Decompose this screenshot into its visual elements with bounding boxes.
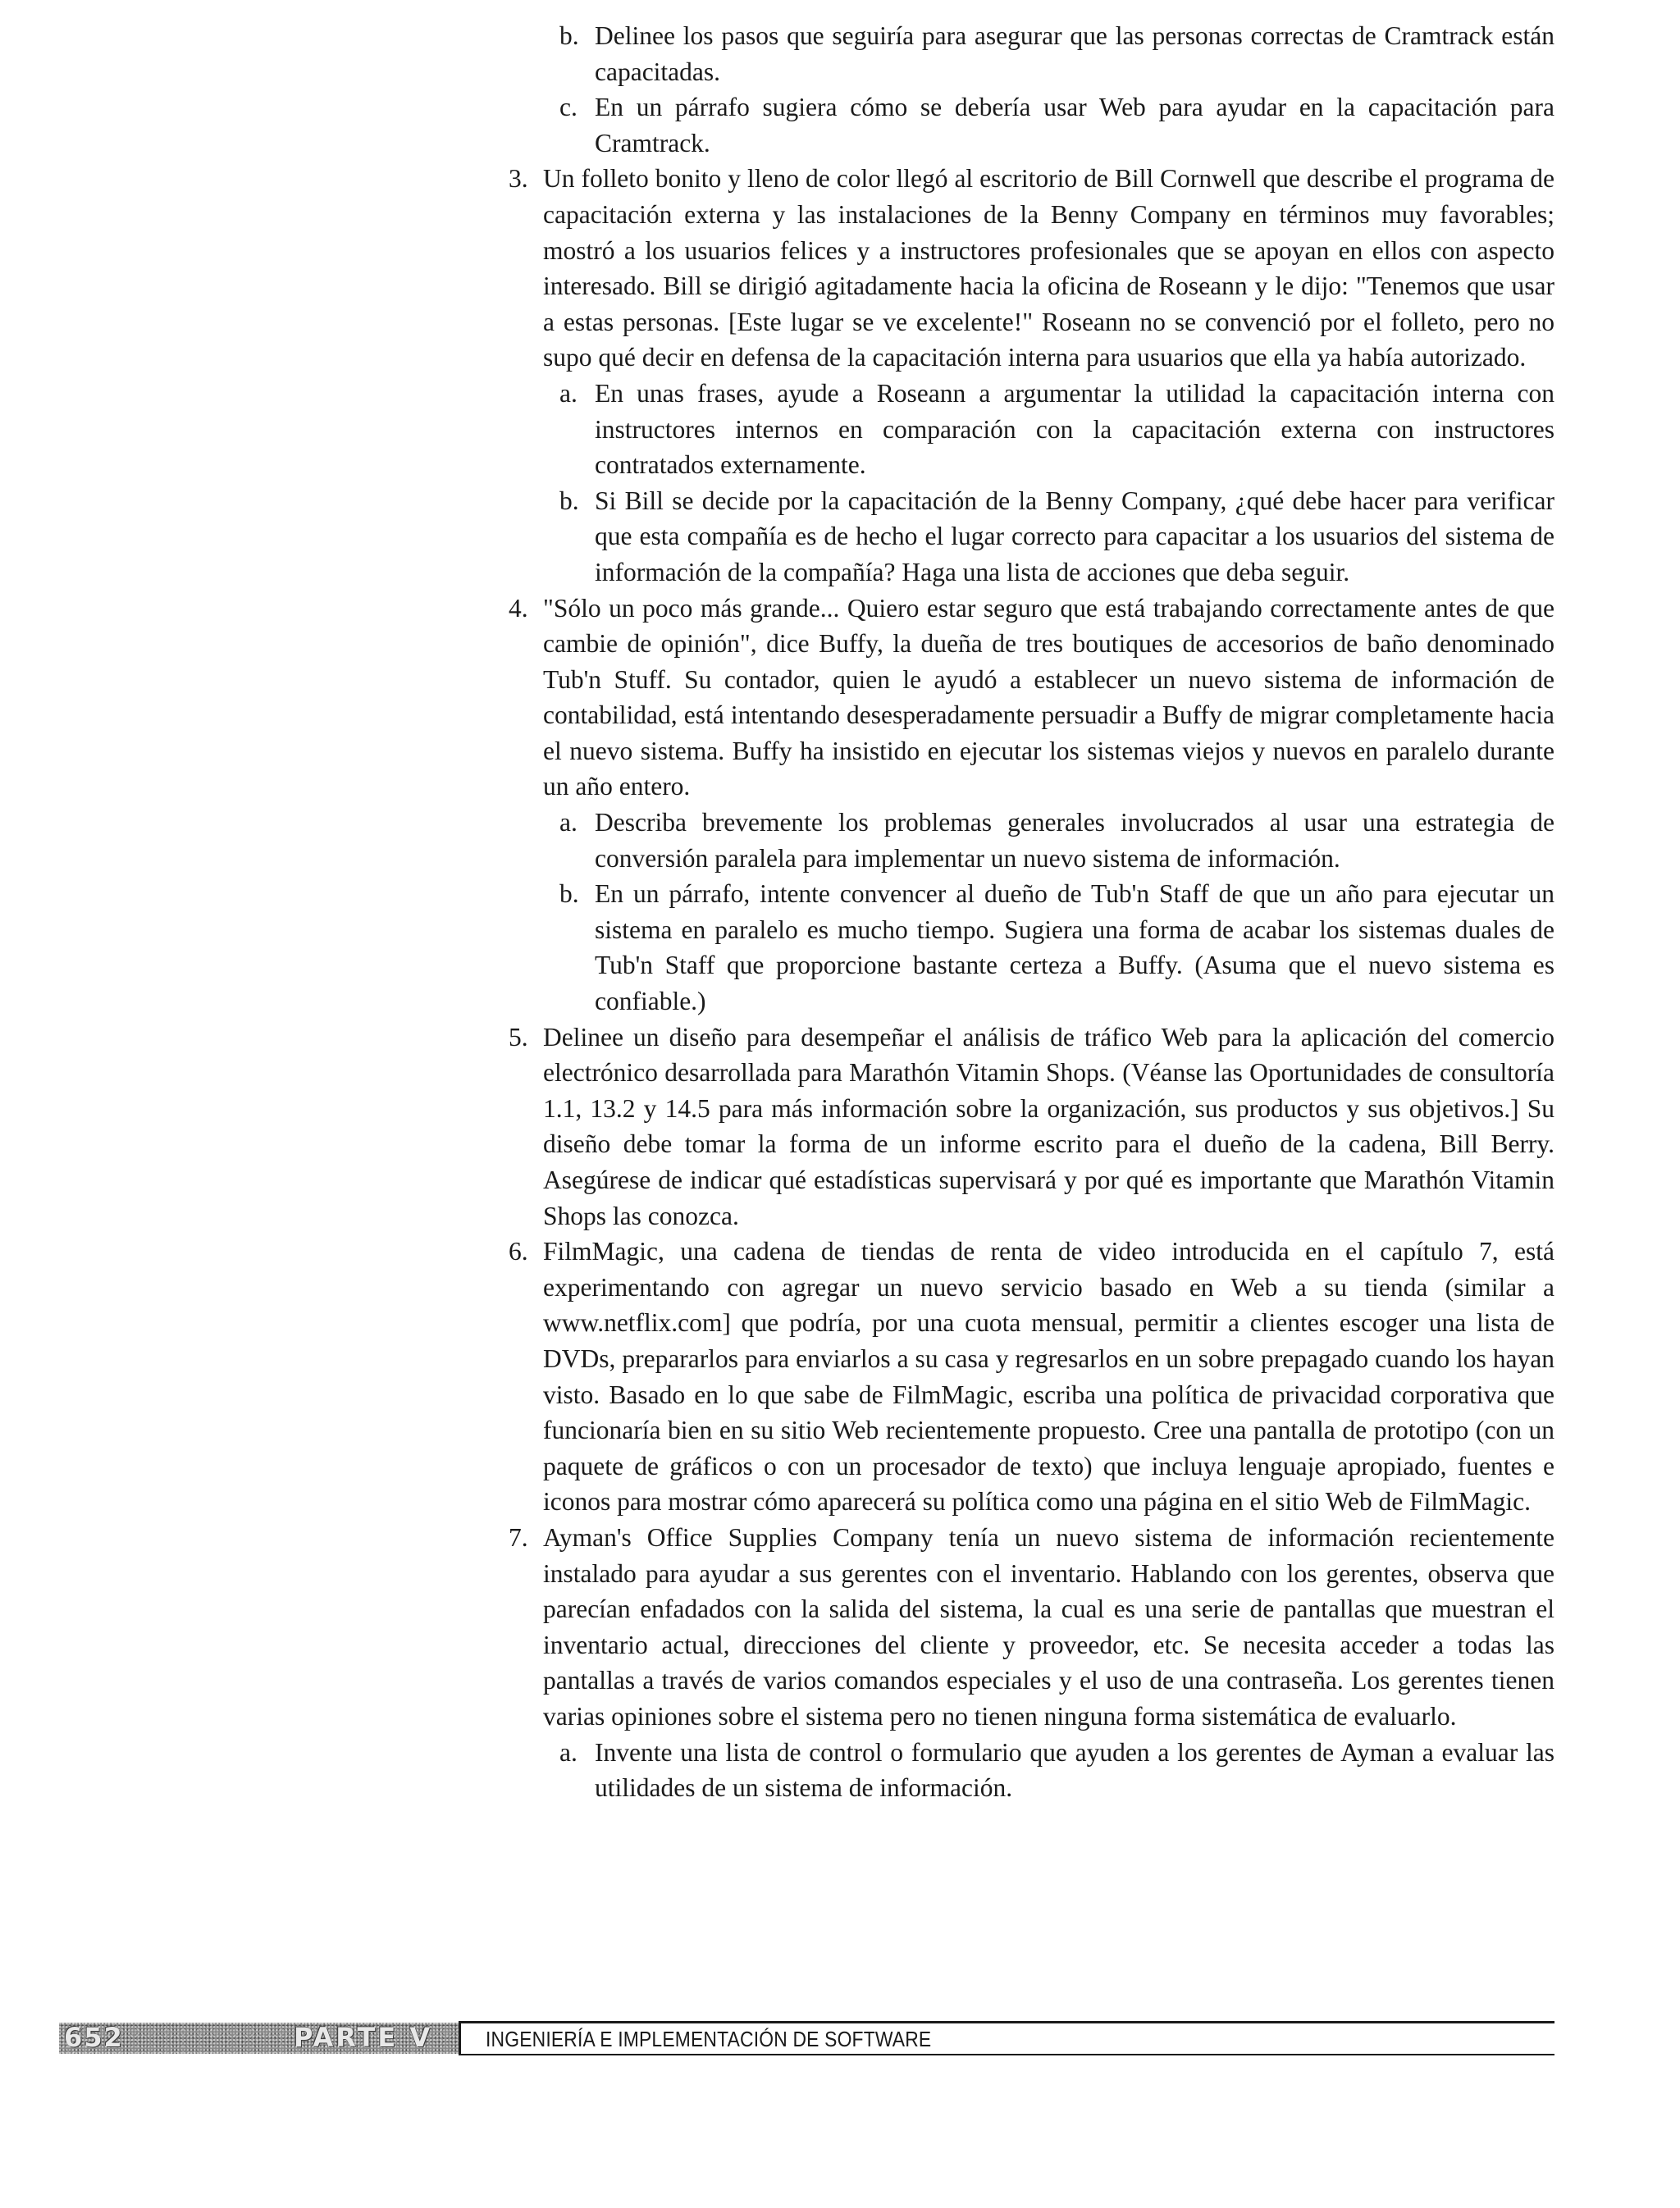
subitem-text: Invente una lista de control o formulario que ayuden a los gerentes de Ayman a evaluar las utilidades de un sistema de información. xyxy=(595,1737,1554,1803)
question-number: 3. xyxy=(509,164,528,194)
subitem-text: En unas frases, ayude a Roseann a argumentar la utilidad la capacitación interna con instructores internos en comparación con la capacitación externa con instructores contratados externamente. xyxy=(595,378,1554,480)
question-7 xyxy=(509,1520,1554,1735)
question-text: FilmMagic, una cadena de tiendas de renta de video introducida en el capítulo 7, está experimentando con agregar un nuevo servicio basado en Web a su tienda (similar a www.netflix.com] que podría, por una cuota mensual, permitir a clientes escoger una lista de DVDs, prepararlos para enviarlos a su casa y regresarlos en un sobre prepagado cuando los hayan visto. Basado en lo que sabe de FilmMagic, escriba una política de privacidad corporativa que funcionaría bien en su sitio Web recientemente propuesto. Cree una pantalla de prototipo (con un paquete de gráficos o con un procesador de texto) que incluya lenguaje apropiado, fuentes e iconos para mostrar cómo aparecerá su política como una página en el sitio Web de FilmMagic. xyxy=(543,1237,1554,1517)
page-footer xyxy=(0,2021,1680,2070)
subitem-letter: a. xyxy=(559,1737,578,1767)
question-text: Un folleto bonito y lleno de color llegó al escritorio de Bill Cornwell que describe el programa de capacitación externa y las instalaciones de la Benny Company en términos muy favorables; mostró a los usuarios felices y a instructores profesionales que se apoyan en ellos con aspecto interesado. Bill se dirigió agitadamente hacia la oficina de Roseann y le dijo: "Tenemos que usar a estas personas. [Este lugar se ve excelente!" Roseann no se convenció por el folleto, pero no supo qué decir en defensa de la capacitación interna para usuarios que ella ya había autorizado. xyxy=(543,164,1554,372)
subitem-letter: b. xyxy=(559,879,579,909)
subitem-letter: b. xyxy=(559,21,579,50)
footer-rule-top xyxy=(461,2021,1554,2023)
question-5 xyxy=(509,1020,1554,1234)
subitem-letter: a. xyxy=(559,378,578,408)
question-number: 6. xyxy=(509,1237,528,1266)
subitem-text: En un párrafo sugiera cómo se debería usar Web para ayudar en la capacitación para Cramtrack. xyxy=(595,93,1554,157)
subitem-text: Si Bill se decide por la capacitación de la Benny Company, ¿qué debe hacer para verificar que esta compañía es de hecho el lugar correcto para capacitar a los usuarios del sistema de información de la compañía? Haga una lista de acciones que deba seguir. xyxy=(595,486,1554,586)
subitem-letter: c. xyxy=(559,93,578,122)
question-number: 5. xyxy=(509,1022,528,1052)
question-4 xyxy=(509,591,1554,805)
exercise-list xyxy=(509,18,1554,1806)
question-6 xyxy=(509,1234,1554,1520)
subitem-text: Describa brevemente los problemas generales involucrados al usar una estrategia de conversión paralela para implementar un nuevo sistema de información. xyxy=(595,808,1554,873)
subitem-4a xyxy=(509,805,1554,876)
chapter-title: INGENIERÍA E IMPLEMENTACIÓN DE SOFTWARE xyxy=(486,2027,932,2051)
question-number: 7. xyxy=(509,1522,528,1552)
subitem-4b xyxy=(509,876,1554,1019)
subitem-text: Delinee los pasos que seguiría para asegurar que las personas correctas de Cramtrack están capacitadas. xyxy=(595,21,1554,86)
question-text: "Sólo un poco más grande... Quiero estar seguro que está trabajando correctamente antes de que cambie de opinión", dice Buffy, la dueña de tres boutiques de accesorios de baño denominado Tub'n Stuff. Su contador, quien le ayudó a establecer un nuevo sistema de información de contabilidad, está intentando desesperadamente persuadir a Buffy de migrar completamente hacia el nuevo sistema. Buffy ha insistido en ejecutar los sistemas viejos y nuevos en paralelo durante un año entero. xyxy=(543,593,1554,801)
subitem-3b xyxy=(509,483,1554,591)
footer-rule-bottom xyxy=(461,2054,1554,2055)
subitem-3a xyxy=(509,376,1554,483)
footer-divider xyxy=(459,2021,461,2055)
subitem-2b xyxy=(509,18,1554,89)
subitem-7a xyxy=(509,1735,1554,1806)
subitem-text: En un párrafo, intente convencer al dueño de Tub'n Staff de que un año para ejecutar un sistema en paralelo es mucho tiempo. Sugiera una forma de acabar los sistemas duales de Tub'n Staff que proporcione bastante certeza a Buffy. (Asuma que el nuevo sistema es confiable.) xyxy=(595,879,1554,1016)
question-number: 4. xyxy=(509,593,528,623)
subitem-2c xyxy=(509,89,1554,161)
question-3 xyxy=(509,161,1554,376)
page-number: 652 xyxy=(64,2022,124,2053)
part-label: PARTE V xyxy=(294,2022,433,2053)
question-text: Ayman's Office Supplies Company tenía un nuevo sistema de información recientemente instalado para ayudar a sus gerentes con el inventario. Hablando con los gerentes, observa que parecían enfadados con la salida del sistema, la cual es una serie de pantallas que muestran el inventario actual, direcciones del cliente y proveedor, etc. Se necesita acceder a todas las pantallas a través de varios comandos especiales y el uso de una contraseña. Los gerentes tienen varias opiniones sobre el sistema pero no tienen ninguna forma sistemática de evaluarlo. xyxy=(543,1522,1554,1731)
subitem-letter: b. xyxy=(559,486,579,515)
question-text: Delinee un diseño para desempeñar el análisis de tráfico Web para la aplicación del comercio electrónico desarrollada para Marathón Vitamin Shops. (Véanse las Oportunidades de consultoría 1.1, 13.2 y 14.5 para más información sobre la organización, sus productos y sus objetivos.] Su diseño debe tomar la forma de un informe escrito para el dueño de la cadena, Bill Berry. Asegúrese de indicar qué estadísticas supervisará y por qué es importante que Marathón Vitamin Shops las conozca. xyxy=(543,1022,1554,1230)
subitem-letter: a. xyxy=(559,808,578,837)
